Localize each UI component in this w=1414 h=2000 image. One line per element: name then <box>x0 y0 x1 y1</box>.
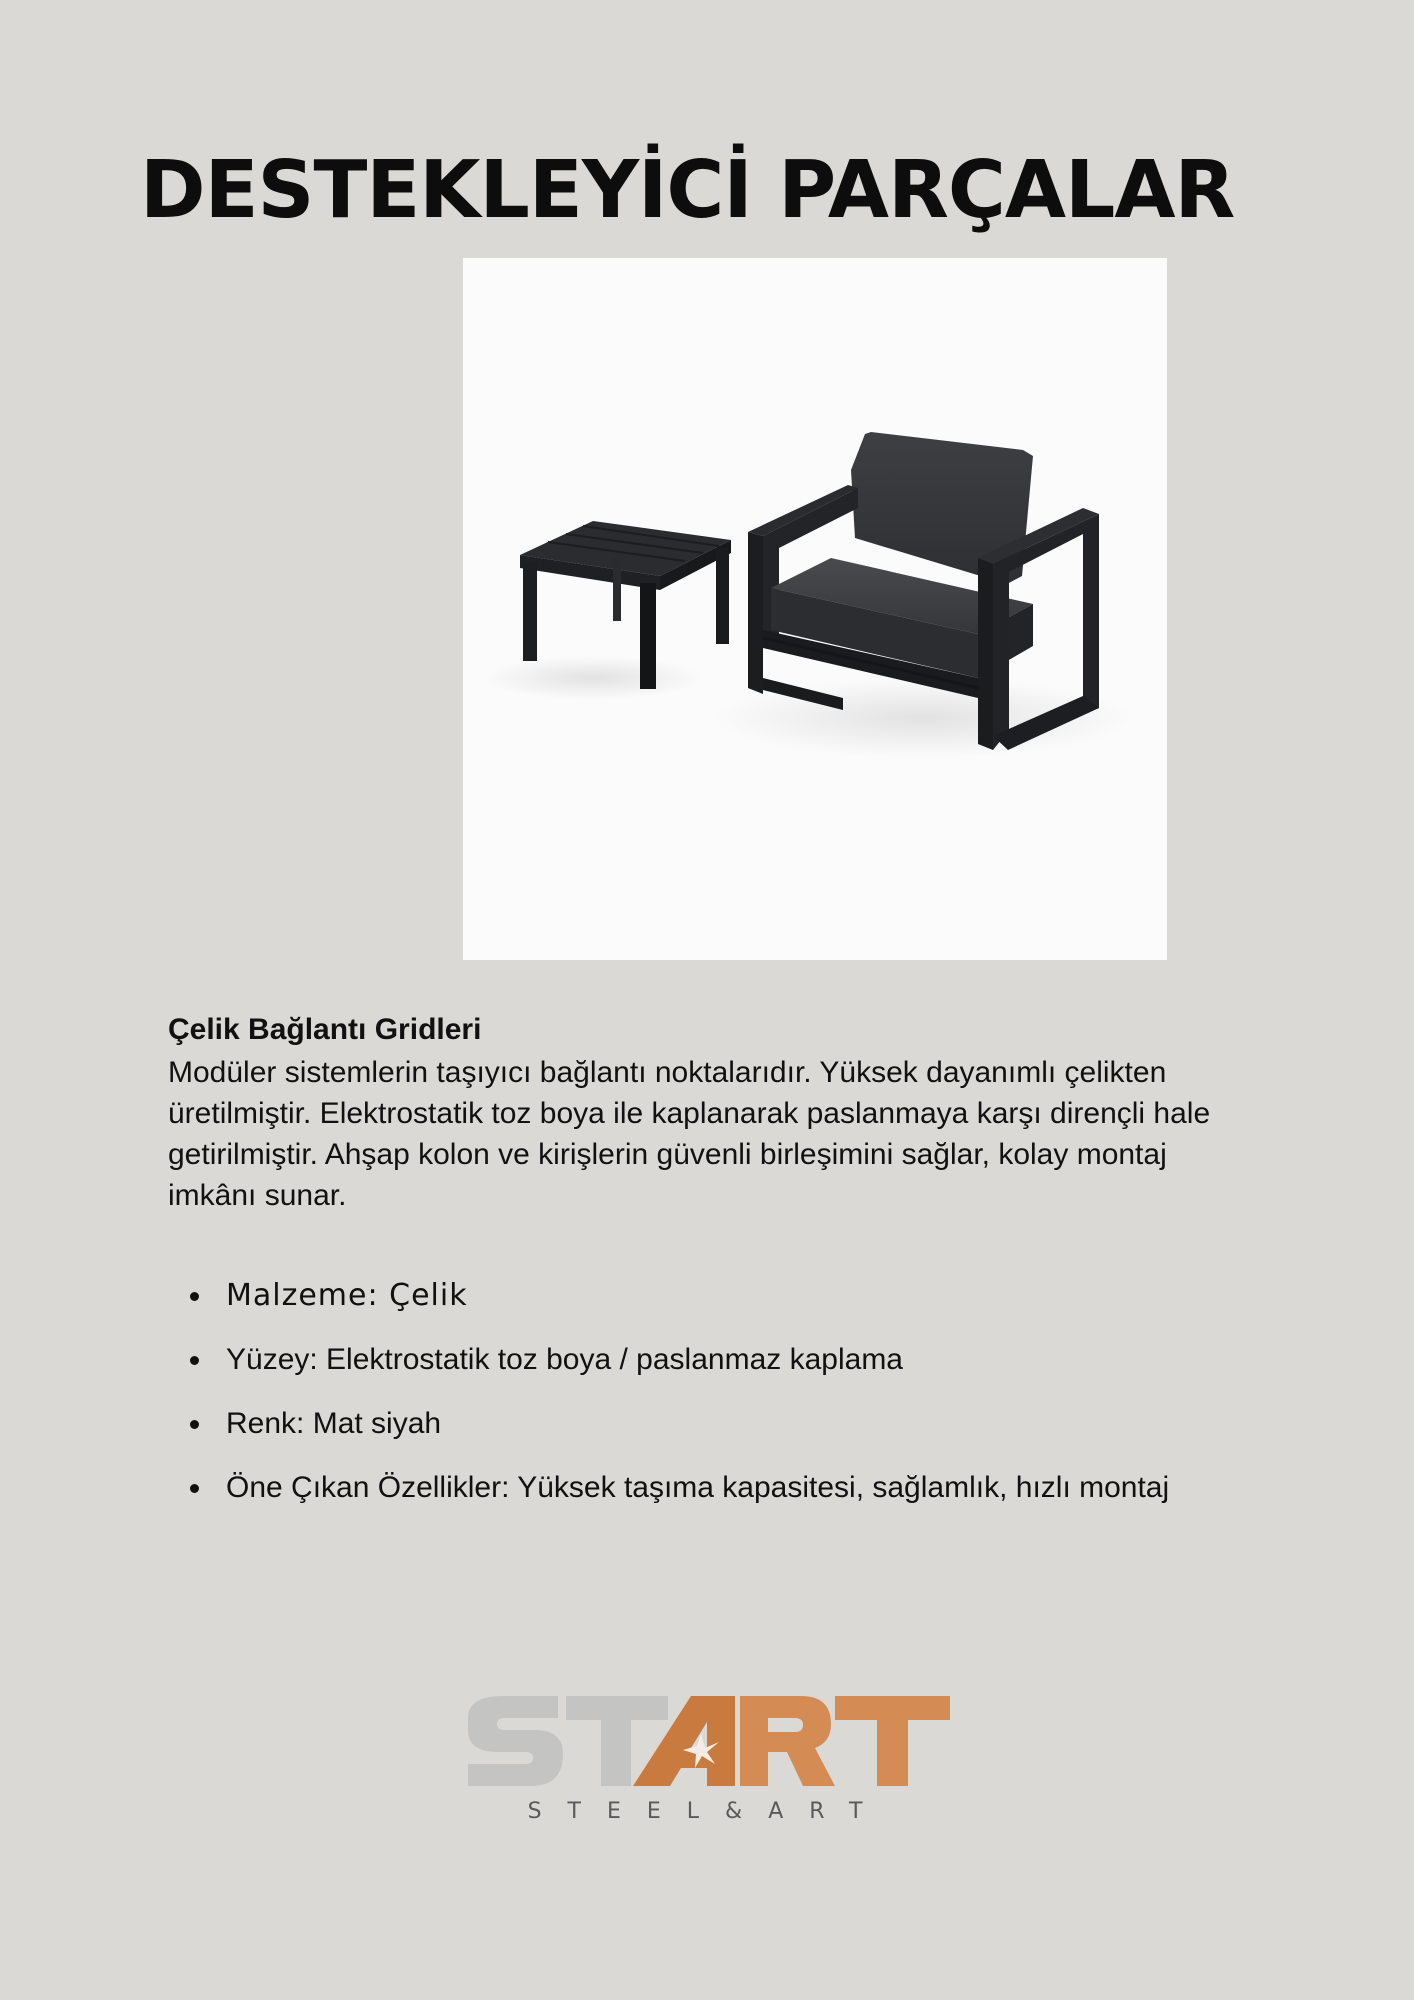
spec-item-color <box>168 1403 1169 1467</box>
bullet-icon <box>190 1292 199 1301</box>
brand-logo <box>463 1690 953 1825</box>
start-steel-art-logo-icon <box>463 1690 953 1825</box>
product-description: Modüler sistemlerin taşıyıcı bağlantı noktalarıdır. Yüksek dayanımlı çelikten üretilmiştir. Elektrostatik toz boya ile kaplanarak paslanmaya karşı dirençli hale getirilmiştir. Ahşap kolon ve kirişlerin güvenli birleşimini sağlar, kolay montaj imkânı sunar. <box>168 1056 1211 1212</box>
spec-list <box>168 1275 1169 1531</box>
spec-text: Yüzey: Elektrostatik toz boya / paslanmaz kaplama <box>226 1343 903 1376</box>
bullet-icon <box>190 1356 199 1365</box>
spec-item-surface <box>168 1339 1169 1403</box>
spec-item-material <box>168 1275 1169 1339</box>
spec-text: Öne Çıkan Özellikler: Yüksek taşıma kapasitesi, sağlamlık, hızlı montaj <box>226 1471 1170 1504</box>
spec-text: Renk: Mat siyah <box>226 1407 442 1440</box>
logo-tagline: STEEL&ART <box>527 1799 889 1824</box>
product-description-block <box>168 1008 1268 1216</box>
product-heading: Çelik Bağlantı Gridleri <box>168 1013 482 1046</box>
bullet-icon <box>190 1420 199 1429</box>
armchair-and-table-illustration <box>463 258 1167 960</box>
spec-text: Malzeme: Çelik <box>226 1278 468 1313</box>
bullet-icon <box>190 1484 199 1493</box>
product-image <box>463 258 1167 960</box>
spec-item-features <box>168 1467 1169 1531</box>
page-title: DESTEKLEYİCİ PARÇALAR <box>140 144 1235 236</box>
